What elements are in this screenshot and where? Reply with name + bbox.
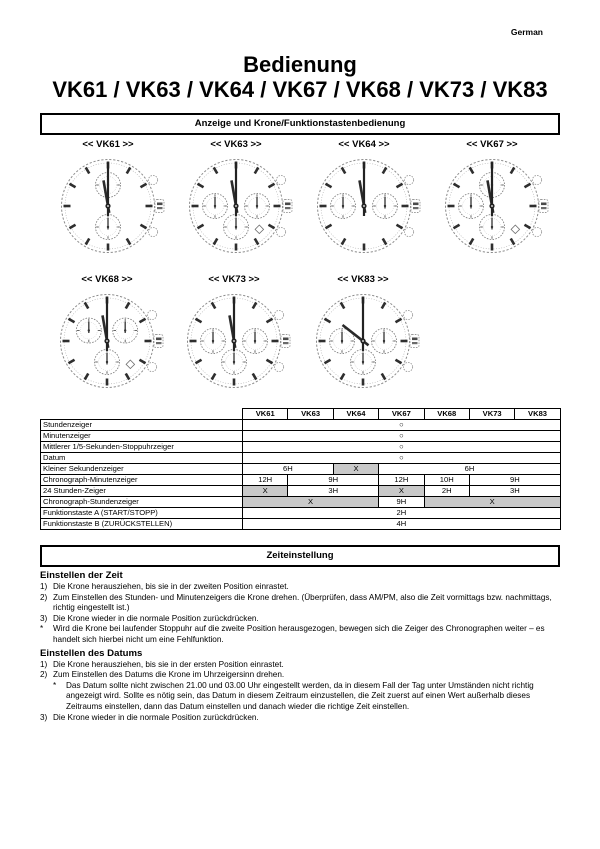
spec-cell: ○ (243, 442, 561, 453)
spec-cell: 9H (379, 497, 424, 508)
instruction-item-text: Die Krone herausziehen, bis sie in der zweiten Position einrastet. (53, 582, 289, 591)
instruction-item (40, 660, 562, 671)
spec-row-label: Mittlerer 1/5-Sekunden-Stoppuhrzeiger (41, 442, 243, 453)
spec-cell: 9H (469, 475, 560, 486)
spec-cell: X (424, 497, 560, 508)
watch-diagram-vk63 (173, 139, 299, 261)
spec-table-row (41, 442, 561, 453)
spec-table-row (41, 508, 561, 519)
spec-cell: X (379, 486, 424, 497)
spec-row-label: 24 Stunden-Zeiger (41, 486, 243, 497)
spec-table-row (41, 475, 561, 486)
watch-diagram-vk73 (171, 274, 297, 396)
instruction-item (40, 681, 562, 713)
spec-table-header-row (41, 409, 561, 420)
spec-table-row (41, 519, 561, 530)
instructions-text (40, 570, 562, 723)
instruction-item-marker: 2) (40, 592, 48, 602)
spec-table-row (41, 497, 561, 508)
spec-cell: ○ (243, 431, 561, 442)
watch-label-vk64: << VK64 >> (338, 139, 390, 150)
spec-cell: 3H (288, 486, 379, 497)
spec-cell: ○ (243, 420, 561, 431)
instruction-item-text: Die Krone herausziehen, bis sie in der ersten Position einrastet. (53, 659, 284, 669)
spec-table-row (41, 453, 561, 464)
spec-cell: X (243, 497, 379, 508)
spec-column-header-vk73: VK73 (469, 409, 514, 420)
spec-column-header-vk64: VK64 (333, 409, 378, 420)
instruction-item-marker: 2) (40, 670, 48, 680)
watch-label-vk83: << VK83 >> (337, 274, 389, 285)
spec-row-label: Kleiner Sekundenzeiger (41, 464, 243, 475)
spec-table (40, 408, 561, 530)
spec-column-header-vk68: VK68 (424, 409, 469, 420)
spec-column-header-vk83: VK83 (515, 409, 560, 420)
spec-cell: 4H (243, 519, 561, 530)
watch-label-vk61: << VK61 >> (82, 139, 134, 150)
section-header-display-crown: Anzeige und Krone/Funktionstastenbedienung (40, 113, 560, 135)
spec-cell: 9H (288, 475, 379, 486)
instruction-item (40, 593, 562, 614)
instruction-item (40, 624, 562, 645)
spec-cell: X (243, 486, 288, 497)
watch-face-drawing-vk63 (173, 151, 299, 261)
spec-cell: 2H (243, 508, 561, 519)
instruction-heading: Einstellen der Zeit (40, 570, 123, 581)
instruction-item-text: Die Krone wieder in die normale Position zurückdrücken. (53, 712, 259, 722)
spec-column-header-vk67: VK67 (379, 409, 424, 420)
page-subtitle: VK61 / VK63 / VK64 / VK67 / VK68 / VK73 / VK83 (52, 77, 548, 102)
spec-row-label: Minutenzeiger (41, 431, 243, 442)
watch-face-drawing-vk68 (44, 286, 170, 396)
spec-cell: 6H (243, 464, 334, 475)
section-header-time-setting: Zeiteinstellung (40, 545, 560, 567)
instruction-item-marker: 3) (40, 712, 48, 722)
watch-diagram-vk68 (44, 274, 170, 396)
spec-row-label: Funktionstaste B (ZURÜCKSTELLEN) (41, 519, 243, 530)
instruction-item-marker: * (40, 624, 44, 634)
watch-label-vk73: << VK73 >> (208, 274, 260, 285)
watch-diagram-row-1 (0, 139, 600, 267)
spec-table-row (41, 431, 561, 442)
spec-row-label: Chronograph-Stundenzeiger (41, 497, 243, 508)
instruction-item-marker: 1) (40, 659, 48, 669)
spec-row-label: Chronograph-Minutenzeiger (41, 475, 243, 486)
spec-column-header-vk61: VK61 (243, 409, 288, 420)
spec-cell: X (333, 464, 378, 475)
instruction-item-marker: 1) (40, 582, 48, 591)
spec-cell: ○ (243, 453, 561, 464)
watch-label-vk68: << VK68 >> (81, 274, 133, 285)
instruction-item-text: Das Datum sollte nicht zwischen 21.00 und 03.00 Uhr eingestellt werden, da in diesem Fall der Tag unter Umständen nicht richtig angezeigt wird. Sollte es nötig sein, das Datum in diesem Zeitraum einzustellen, die Zeit zuerst auf einen Wert außerhalb dieses Zeitraums einstellen, dann das Datum einstellen und danach wieder die richtige Zeit einstellen. (66, 680, 534, 711)
spec-table-corner-cell (41, 409, 243, 420)
watch-face-drawing-vk83 (300, 286, 426, 396)
spec-table-row (41, 486, 561, 497)
language-label: German (510, 27, 543, 37)
instruction-item (40, 670, 562, 681)
instruction-item (40, 713, 562, 724)
spec-row-label: Funktionstaste A (START/STOPP) (41, 508, 243, 519)
instruction-item-text: Wird die Krone bei laufender Stoppuhr auf die zweite Position herausgezogen, bewegen sich die Zeiger des Chronographen weiter – es handelt sich hierbei nicht um eine Fehlfunktion. (53, 624, 545, 644)
watch-face-drawing-vk67 (429, 151, 555, 261)
instruction-item-marker: * (53, 680, 57, 690)
spec-cell: 3H (469, 486, 560, 497)
spec-row-label: Stundenzeiger (41, 420, 243, 431)
instruction-heading: Einstellen des Datums (40, 647, 143, 659)
watch-face-drawing-vk61 (45, 151, 171, 261)
watch-label-vk67: << VK67 >> (466, 139, 518, 150)
spec-cell: 6H (379, 464, 561, 475)
page-title: Bedienung (243, 52, 357, 77)
watch-diagram-row-2 (0, 274, 600, 402)
instruction-item (40, 614, 562, 625)
watch-diagram-vk83 (300, 274, 426, 396)
instruction-item-marker: 3) (40, 613, 48, 623)
instruction-item-text: Zum Einstellen des Stunden- und Minutenzeigers die Krone drehen. (Überprüfen, dass AM/PM, also die Zeit vormittags bzw. nachmittags, richtig eingestellt ist.) (53, 592, 552, 613)
spec-column-header-vk63: VK63 (288, 409, 333, 420)
watch-face-drawing-vk64 (301, 151, 427, 261)
spec-table-row (41, 464, 561, 475)
spec-cell: 2H (424, 486, 469, 497)
spec-cell: 12H (379, 475, 424, 486)
spec-cell: 10H (424, 475, 469, 486)
watch-label-vk63: << VK63 >> (210, 139, 262, 150)
spec-cell: 12H (243, 475, 288, 486)
instruction-item-text: Zum Einstellen des Datums die Krone im Uhrzeigersinn drehen. (53, 670, 285, 680)
instruction-item (40, 582, 562, 593)
instruction-item-text: Die Krone wieder in die normale Position zurückdrücken. (53, 613, 259, 623)
watch-diagram-vk61 (45, 139, 171, 261)
spec-table-row (41, 420, 561, 431)
spec-row-label: Datum (41, 453, 243, 464)
watch-diagram-vk67 (429, 139, 555, 261)
watch-diagram-vk64 (301, 139, 427, 261)
watch-face-drawing-vk73 (171, 286, 297, 396)
